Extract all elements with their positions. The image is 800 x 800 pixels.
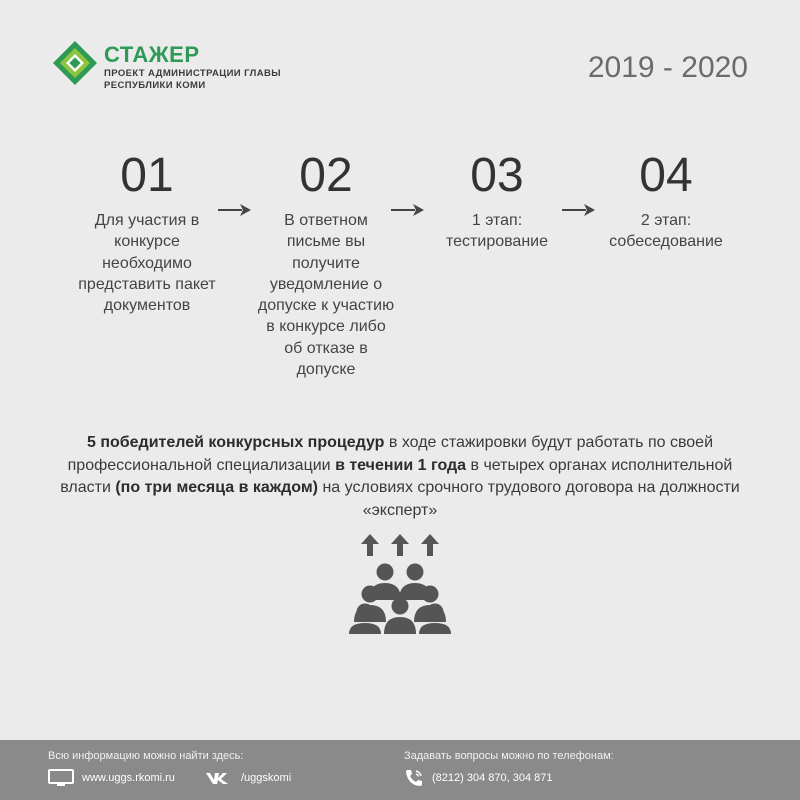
logo-mark-icon (52, 40, 98, 86)
footer-info-label: Всю информацию можно найти здесь: (48, 750, 244, 762)
step-number: 03 (470, 149, 524, 202)
step-number: 04 (639, 149, 693, 202)
team-growth-icon (346, 530, 454, 635)
step-3 (427, 150, 567, 253)
monitor-icon (48, 769, 74, 787)
vk-icon (205, 771, 233, 785)
phone-icon (404, 768, 424, 788)
vk-link-text[interactable]: /uggskomi (241, 772, 292, 784)
logo-title: СТАЖЕР (104, 42, 200, 67)
step-text: 1 этап: тестирование (446, 212, 548, 251)
summary-paragraph: 5 победителей конкурсных процедур в ходе стажировки будут работать по своей профессиональной специализации в течении 1 года в четырех органах исполнительной власти (по три месяца в каждом) на условиях срочного трудового договора на должности «эксперт» (60, 434, 740, 519)
step-4 (596, 150, 736, 253)
years-title: 2019 - 2020 (587, 51, 748, 84)
step-text: Для участия в конкурсе необходимо представить пакет документов (78, 212, 216, 315)
step-2 (256, 150, 396, 380)
step-1 (77, 150, 217, 316)
step-number: 02 (299, 149, 353, 202)
arrow-right-icon (216, 203, 252, 217)
step-number: 01 (120, 149, 174, 202)
logo (52, 40, 302, 92)
footer (0, 740, 800, 800)
footer-phone-label: Задавать вопросы можно по телефонам: (404, 750, 614, 762)
step-text: 2 этап: собеседование (609, 212, 723, 251)
phone-info (404, 768, 553, 788)
website-link-text[interactable]: www.uggs.rkomi.ru (82, 772, 175, 784)
website-link[interactable] (48, 768, 175, 788)
phone-numbers: (8212) 304 870, 304 871 (432, 772, 553, 784)
logo-subtitle-line2: РЕСПУБЛИКИ КОМИ (104, 80, 206, 91)
logo-subtitle-line1: ПРОЕКТ АДМИНИСТРАЦИИ ГЛАВЫ (104, 68, 281, 79)
vk-link[interactable] (205, 768, 291, 788)
step-text: В ответном письме вы получите уведомление о допуске к участию в конкурсе либо об отказе в допуске (257, 212, 395, 379)
arrow-right-icon (560, 203, 596, 217)
arrow-right-icon (389, 203, 425, 217)
